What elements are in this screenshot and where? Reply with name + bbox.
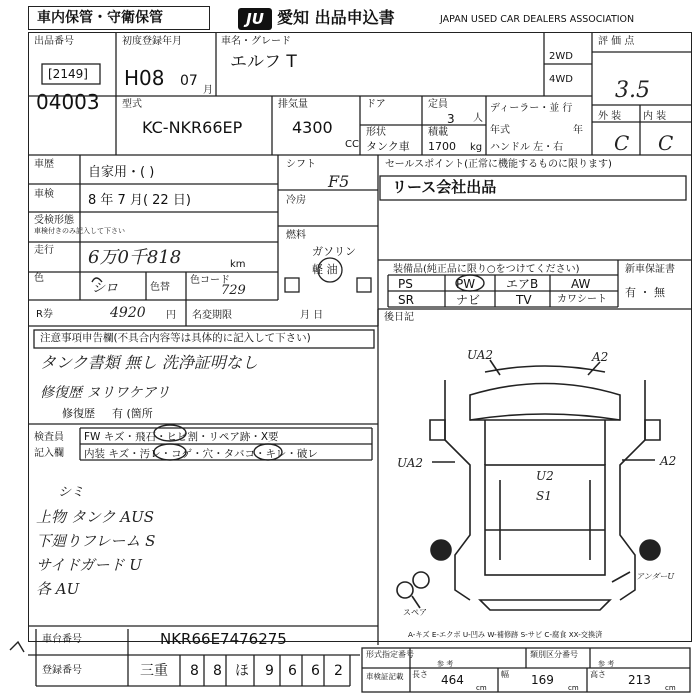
- mark-ua2-top: UA2: [467, 348, 494, 362]
- equip-tv: TV: [516, 293, 532, 307]
- model-label: 型式: [122, 99, 142, 110]
- dims-height-label: 高さ: [590, 670, 606, 679]
- reg-date-label: 初度登録年月: [122, 36, 182, 47]
- notes-label: 注意事項申告欄(不具合内容等は具体的に記入して下さい): [40, 332, 311, 344]
- dims-width-unit: cm: [568, 684, 579, 692]
- repair-value: 有 (箇所: [112, 407, 153, 420]
- equip-aw: AW: [571, 277, 591, 291]
- car-name-label: 車名・グレード: [221, 36, 291, 47]
- score-label: 評 価 点: [598, 36, 635, 47]
- reg-digit-6: 6: [311, 663, 320, 679]
- capacity-label: 定員: [428, 99, 448, 110]
- inspector-hand1: シミ: [58, 485, 85, 500]
- dims-category-label: 類別区分番号: [530, 650, 578, 659]
- color-label: 色: [34, 273, 44, 284]
- dims-cert-label: 車検証記載: [366, 672, 404, 681]
- selling-value: リース会社出品: [392, 178, 497, 196]
- association-title: 愛知 出品申込書: [277, 8, 395, 27]
- reg-digit-2: 8: [213, 663, 222, 679]
- reception-label: 受検形態: [34, 215, 74, 226]
- inspector-label2: 記入欄: [34, 448, 64, 459]
- mark-u2-center: U2: [536, 469, 554, 483]
- equip-sr: SR: [398, 293, 414, 307]
- shift-label: シフト: [286, 159, 316, 170]
- lot-number: 04003: [36, 90, 100, 114]
- shape-value: タンク車: [366, 140, 410, 153]
- notes-line2: 修復歴 ヌリワケアリ: [40, 385, 170, 401]
- inspector-row1: FW キズ・飛石・ヒビ割・リペア跡・X要: [84, 431, 279, 443]
- equip-airbag: エアB: [506, 277, 539, 291]
- exterior-grade: C: [614, 131, 630, 155]
- mark-ua2-left: UA2: [397, 456, 424, 470]
- inspector-label1: 検査員: [34, 432, 64, 443]
- chassis-label: 車台番号: [42, 634, 82, 645]
- shift-value: F5: [328, 172, 350, 191]
- dims-height-value: 213: [628, 673, 651, 687]
- reg-digit-5: 6: [288, 663, 297, 679]
- dims-length-value: 464: [441, 673, 464, 687]
- dims-height-unit: cm: [665, 684, 676, 692]
- fuel-label: 燃料: [286, 230, 306, 241]
- selling-label: セールスポイント(正常に機能するものに限ります): [385, 159, 612, 170]
- inspector-row2: 内装 キズ・汚レ・コゲ・穴・タバコ・キレ・破レ: [84, 448, 318, 460]
- warranty-label: 新車保証書: [625, 264, 675, 275]
- spare-label: スペア: [403, 608, 427, 617]
- equip-navi: ナビ: [456, 293, 481, 307]
- mark-a2-top: A2: [592, 350, 609, 364]
- lot-sub: [2149]: [48, 67, 88, 81]
- inspection-label: 車検: [34, 189, 54, 200]
- fuel-sub: 軽 油: [312, 263, 338, 276]
- equip-pw: PW: [456, 277, 476, 291]
- dims-shape-label: 形式指定番号: [366, 650, 414, 659]
- reg-month-unit: 月: [203, 85, 213, 96]
- mileage-value: 6万0千818: [88, 247, 182, 268]
- under-label: アンダーU: [636, 572, 675, 581]
- capacity-value: 3: [447, 112, 455, 126]
- year-unit: 年: [573, 125, 583, 136]
- transfer-unit: 月 日: [300, 310, 324, 321]
- mark-a2-right: A2: [660, 454, 677, 468]
- repair-label: 修復歴: [62, 407, 95, 420]
- car-diagram: [397, 360, 660, 610]
- model-value: KC-NKR66EP: [142, 118, 243, 137]
- lot-label: 出品番号: [34, 36, 74, 47]
- damage-legend: A-キズ E-エクボ U-凹み W-補修跡 S-サビ C-腐食 XX-交換済: [408, 630, 603, 639]
- drive-4wd: 4WD: [549, 74, 573, 85]
- equipment-label: 装備品(純正品に限り○をつけてください): [393, 264, 580, 275]
- inspection-value: 8 年 7 月( 22 日): [88, 193, 191, 208]
- load-label: 積載: [428, 127, 448, 138]
- color-value: シロ: [92, 281, 119, 296]
- reg-digit-4: 9: [265, 663, 274, 679]
- inspector-hand2: 上物 タンク AUS: [36, 508, 154, 526]
- color-change-label: 色替: [150, 282, 170, 293]
- drive-2wd: 2WD: [549, 51, 573, 62]
- capacity-unit: 人: [473, 113, 483, 124]
- shape-label: 形状: [366, 127, 386, 138]
- aircon-label: 冷房: [286, 195, 306, 206]
- score-value: 3.5: [615, 78, 650, 103]
- reg-digit-1: 8: [190, 663, 199, 679]
- handwriting-marks: [10, 275, 484, 652]
- dims-length-label: 長さ: [412, 670, 428, 679]
- inspector-hand5: 各 AU: [36, 580, 80, 598]
- load-value: 1700: [428, 140, 456, 153]
- dealer-label: ディーラー・並 行: [490, 103, 573, 114]
- displacement-unit: CC: [345, 139, 359, 150]
- color-code-value: 729: [221, 283, 246, 298]
- association-english: JAPAN USED CAR DEALERS ASSOCIATION: [440, 14, 635, 25]
- exterior-label: 外 装: [598, 111, 622, 122]
- history-label: 車歴: [34, 159, 54, 170]
- color-code-label: 色コード: [190, 275, 230, 286]
- car-name-value: エルフ T: [230, 52, 297, 72]
- displacement-label: 排気量: [278, 99, 308, 110]
- mileage-label: 走行: [34, 245, 54, 256]
- dims-ref-label-2: 参 考: [598, 660, 615, 668]
- handle-label: ハンドル 左・右: [490, 142, 564, 153]
- recycle-label: R券: [36, 309, 53, 320]
- equip-ps: PS: [398, 277, 413, 291]
- transfer-label: 名変期限: [192, 310, 232, 321]
- reg-year: H08: [124, 66, 165, 90]
- registration-pref: 三重: [140, 663, 168, 679]
- dims-length-unit: cm: [476, 684, 487, 692]
- year-label: 年式: [490, 125, 510, 136]
- warranty-value: 有 ・ 無: [625, 286, 665, 299]
- registration-label: 登録番号: [42, 665, 82, 676]
- displacement-value: 4300: [292, 118, 333, 137]
- history-value: 自家用・( ): [88, 165, 155, 180]
- door-label: ドア: [366, 99, 386, 110]
- interior-label: 内 装: [643, 111, 667, 122]
- reg-month: 07: [180, 73, 198, 89]
- reg-digit-3: ほ: [235, 663, 249, 679]
- load-unit: kg: [470, 142, 483, 153]
- mileage-unit: km: [230, 259, 246, 270]
- ju-logo: JU: [238, 8, 272, 30]
- rear-label: 後日記: [384, 312, 414, 323]
- inspector-hand3: 下廻りフレーム S: [36, 532, 156, 550]
- reg-digit-7: 2: [334, 663, 343, 679]
- fuel-value: ガソリン: [312, 245, 356, 258]
- reception-note: 車検付きのみ記入して下さい: [34, 227, 125, 235]
- equip-leather: カワシート: [557, 294, 607, 305]
- recycle-unit: 円: [166, 310, 176, 321]
- interior-grade: C: [658, 131, 674, 155]
- dims-width-label: 幅: [501, 670, 509, 679]
- chassis-value: NKR66E7476275: [160, 630, 287, 648]
- dims-width-value: 169: [531, 673, 554, 687]
- inspector-hand4: サイドガード U: [36, 556, 142, 574]
- storage-label: 車内保管・守衛保管: [37, 10, 163, 26]
- notes-line1: タンク書類 無し 洗浄証明なし: [40, 353, 258, 372]
- dims-ref-label-1: 参 考: [437, 660, 454, 668]
- recycle-value: 4920: [110, 305, 146, 321]
- mark-s1-center: S1: [536, 489, 552, 503]
